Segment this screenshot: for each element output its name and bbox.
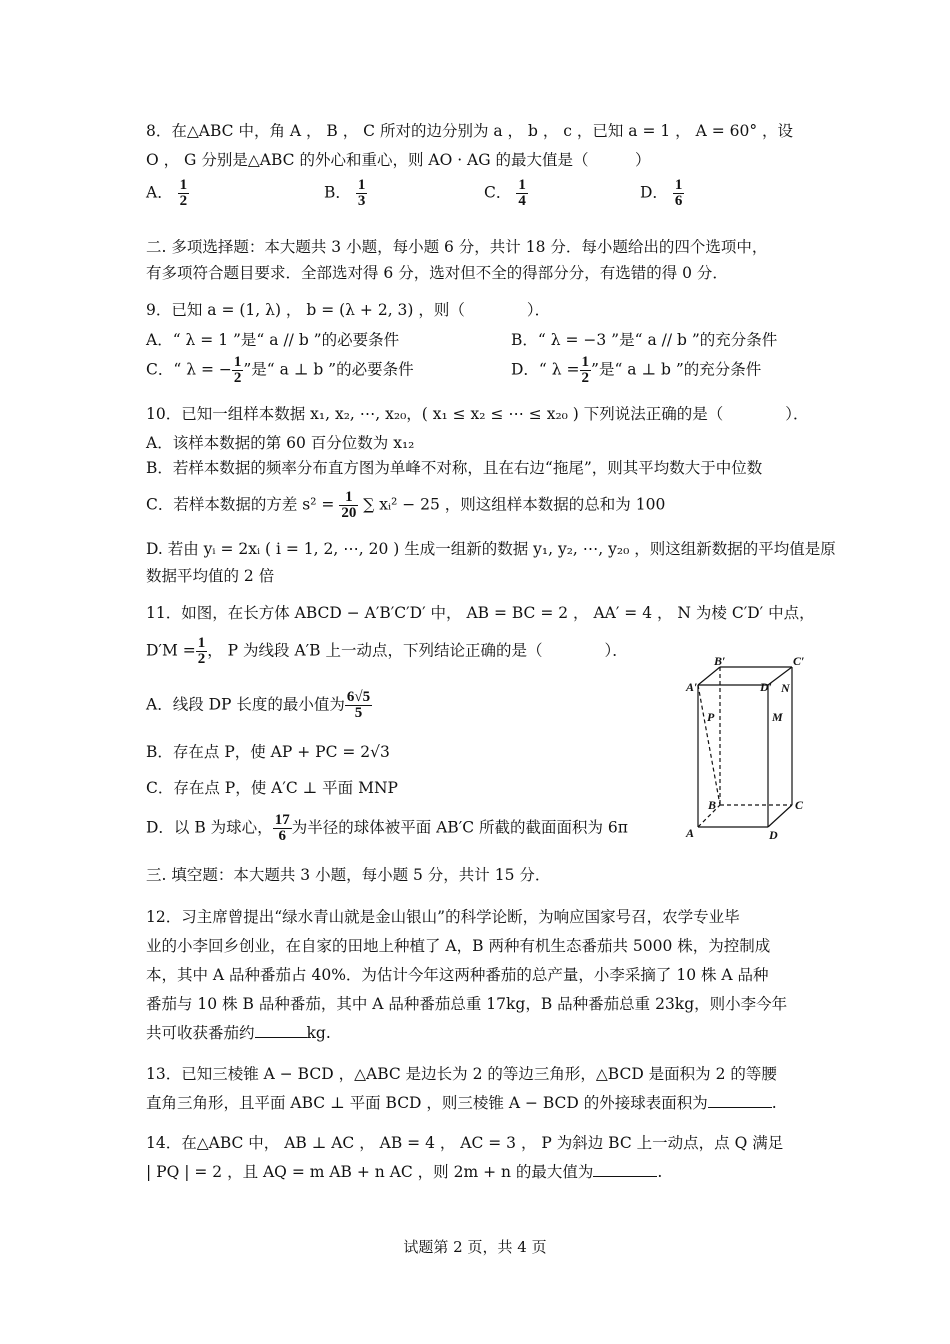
section3-heading: 三. 填空题：本大题共 3 小题，每小题 5 分，共计 15 分． [146,866,551,884]
fraction [273,813,292,844]
label-a: A [686,826,695,840]
q11-line2-pre: D′M = [146,641,196,660]
q11-d-pre: D．以 B 为球心， [146,818,273,837]
option-label: D． [640,183,668,202]
fraction [516,178,528,209]
denominator: 4 [518,193,526,209]
q12-line3: 本，其中 A 品种番茄占 40%．为估计今年这两种番茄的总产量，小李采摘了 10 株 A 品种 [146,966,769,984]
fraction [339,490,358,521]
denominator: 3 [357,193,366,209]
option-label: A． [146,183,173,202]
label-b1: B′ [714,655,726,668]
numerator: 1 [197,635,206,651]
q9-option-a: A．“ λ = 1 ”是“ a // b ”的必要条件 [146,331,400,349]
q11-option-c: C．存在点 P，使 A′C ⊥ 平面 MNP [146,779,398,797]
label-n: N [781,681,790,695]
denominator: 5 [354,705,363,721]
q9-option-c [146,355,414,386]
answer-blank[interactable] [255,1023,307,1038]
q8-option-a [146,178,189,209]
q14-line2 [146,1161,662,1183]
q12-line1: 12．习主席曾提出“绿水青山就是金山银山”的科学论断，为响应国家号召，农学专业毕 [146,908,740,926]
q12-line5-text: 共可收获番茄约 [146,1024,255,1042]
numerator: 6√5 [346,689,371,705]
q11-d-post: 为半径的球体被平面 AB′C 所截的截面面积为 6π [291,818,628,837]
numerator: 1 [581,354,590,370]
q12-unit: kg. [306,1024,331,1042]
fraction [580,355,592,386]
label-p: P [707,710,715,724]
q10-option-d-line2: 数据平均值的 2 倍 [146,567,275,585]
label-d1: D′ [760,680,773,694]
label-d: D [769,828,778,842]
q9-c-post: ”是“ a ⊥ b ”的必要条件 [243,360,414,379]
answer-blank[interactable] [708,1093,772,1108]
numerator: 1 [339,490,358,506]
q9-stem: 9．已知 a = (1, λ) ， b = (λ + 2, 3) ，则（ ）． [146,301,551,319]
fraction [232,355,244,386]
q9-d-pre: D．“ λ = [511,360,580,379]
denominator: 6 [674,193,683,209]
section2-line2: 有多项符合题目要求．全部选对得 6 分，选对但不全的得部分分，有选错的得 0 分． [146,264,728,282]
q12-line5 [146,1022,331,1044]
label-c1: C′ [793,655,805,668]
label-a1: A′ [686,680,698,694]
q10-c-post: ∑ xᵢ² − 25 ，则这组样本数据的总和为 100 [363,495,666,514]
q14-line2-text: | PQ | = 2 ，且 AQ = m AB + n AC ，则 2m + n 的最大值为 [146,1163,594,1181]
segment-a1-b [698,685,720,805]
denominator: 2 [179,193,188,209]
fraction [356,178,368,209]
answer-blank[interactable] [593,1162,657,1177]
q11-line2 [146,636,628,667]
fraction [196,636,208,667]
q9-option-d [511,355,761,386]
label-c: C [795,798,804,812]
q11-a-pre: A．线段 DP 长度的最小值为 [146,695,345,714]
q8-line1: 8．在△ABC 中，角 A ， B ， C 所对的边分别为 a ， b ， c ，已知 a = 1 ， A = 60° ，设 [146,122,794,140]
option-label: B． [324,183,351,202]
denominator: 20 [341,505,357,521]
q13-line2-text: 直角三角形，且平面 ABC ⊥ 平面 BCD ，则三棱锥 A − BCD 的外接球表面积为 [146,1094,708,1112]
q12-line2: 业的小李回乡创业，在自家的田地上种植了 A，B 两种有机生态番茄共 5000 株，为控制成 [146,937,771,955]
section2-line1: 二. 多项选择题：本大题共 3 小题，每小题 6 分，共计 18 分．每小题给出的四个选项中， [146,238,768,256]
q8-line2: O ， G 分别是△ABC 的外心和重心，则 AO · AG 的最大值是（ ） [146,151,651,169]
q11-option-d [146,813,628,844]
q13-line1: 13．已知三棱锥 A − BCD ，△ABC 是边长为 2 的等边三角形，△BCD 是面积为 2 的等腰 [146,1065,777,1083]
cuboid-figure [680,655,820,845]
numerator: 1 [357,177,366,193]
q10-stem: 10．已知一组样本数据 x₁, x₂, ⋯, x₂₀，( x₁ ≤ x₂ ≤ ⋯ ≤ x₂₀ ) 下列说法正确的是（ ）． [146,405,809,423]
q14-line1: 14．在△ABC 中， AB ⊥ AC ， AB = 4 ， AC = 3 ， P 为斜边 BC 上一动点，点 Q 满足 [146,1134,784,1152]
denominator: 6 [278,828,286,844]
q10-option-b: B．若样本数据的频率分布直方图为单峰不对称，且在右边“拖尾”，则其平均数大于中位数 [146,459,763,477]
q11-line1: 11．如图，在长方体 ABCD − A′B′C′D′ 中， AB = BC = 2 ， AA′ = 4 ， N 为棱 C′D′ 中点， [146,604,815,622]
label-m: M [772,710,783,724]
fraction [673,178,685,209]
option-label: C． [484,183,512,202]
q10-option-d-line1: D. 若由 yᵢ = 2xᵢ ( i = 1, 2, ⋯, 20 ) 生成一组新的数据 y₁, y₂, ⋯, y₂₀ ，则这组新数据的平均值是原 [146,540,836,558]
end-dot: . [657,1163,663,1181]
q8-option-d [640,178,684,209]
q11-option-b: B．存在点 P，使 AP + PC = 2√3 [146,743,390,761]
q8-option-b [324,178,367,209]
denominator: 2 [233,370,242,386]
fraction [345,690,372,721]
fraction [178,178,190,209]
numerator: 17 [274,812,290,828]
end-dot: . [771,1094,777,1112]
numerator: 1 [518,177,526,193]
q11-option-a [146,690,372,721]
q9-d-post: ”是“ a ⊥ b ”的充分条件 [591,360,762,379]
numerator: 1 [674,177,683,193]
q8-option-c [484,178,528,209]
edge-a1-b1 [698,667,720,685]
q13-line2 [146,1092,777,1114]
numerator: 1 [179,177,188,193]
q10-c-pre: C．若样本数据的方差 s² = [146,495,335,514]
denominator: 2 [197,651,206,667]
q11-line2-post: ， P 为线段 A′B 上一动点，下列结论正确的是（ ）． [207,641,628,660]
denominator: 2 [581,370,590,386]
q9-c-pre: C．“ λ = − [146,360,232,379]
q10-option-c [146,490,665,521]
page-footer: 试题第 2 页，共 4 页 [403,1238,547,1256]
edge-d-c [768,805,792,827]
label-b: B [708,798,717,812]
q12-line4: 番茄与 10 株 B 品种番茄，其中 A 品种番茄总重 17kg，B 品种番茄总重 23kg，则小李今年 [146,995,788,1013]
q10-option-a: A．该样本数据的第 60 百分位数为 x₁₂ [146,434,415,452]
q9-option-b: B．“ λ = −3 ”是“ a // b ”的充分条件 [511,331,778,349]
numerator: 1 [233,354,242,370]
